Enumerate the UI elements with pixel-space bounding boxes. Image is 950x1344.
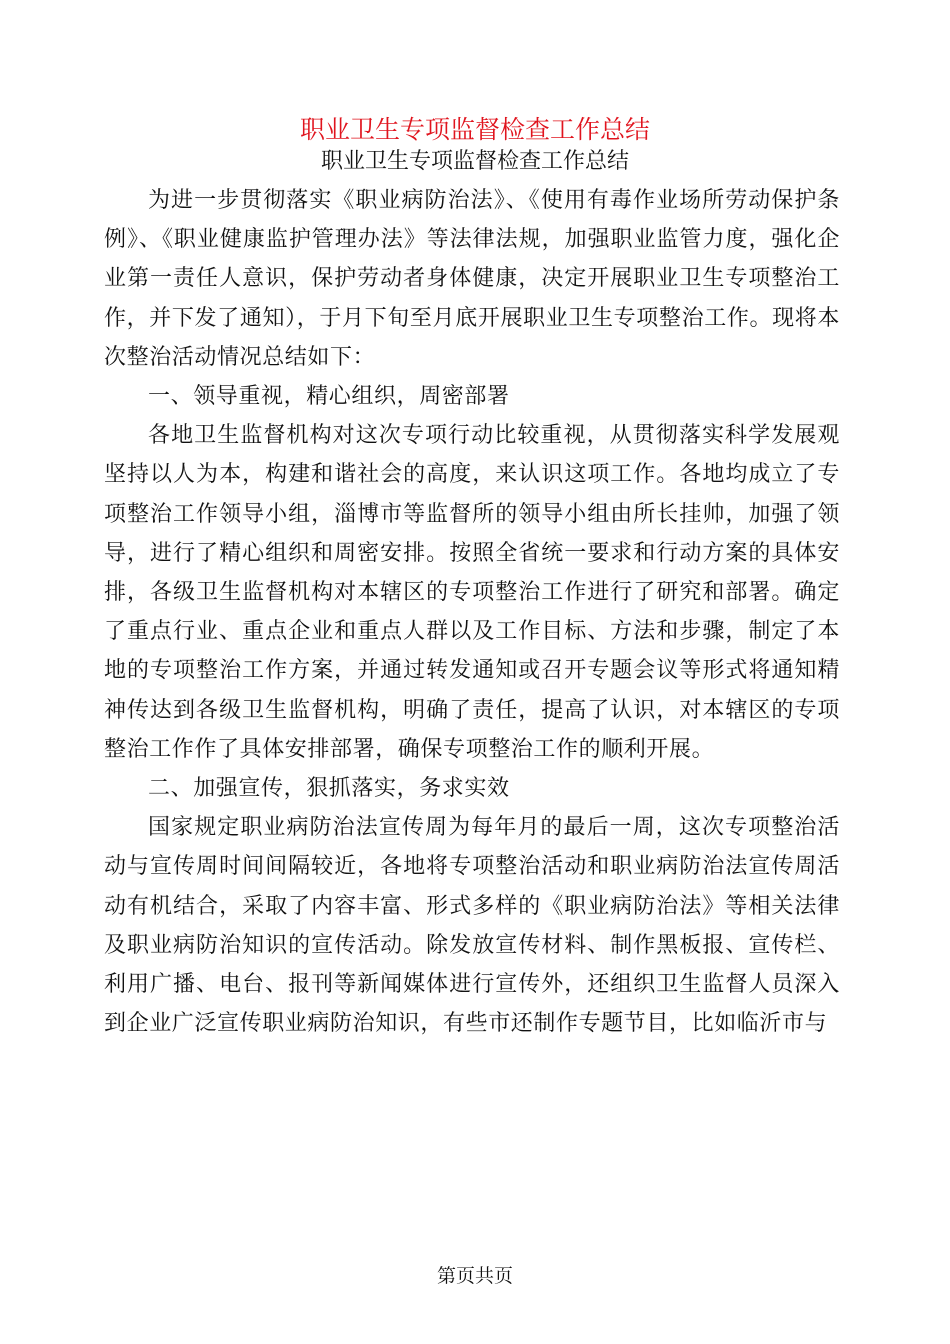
document-body bbox=[104, 181, 840, 1043]
document-subtitle: 职业卫生专项监督检查工作总结 bbox=[320, 149, 629, 174]
document-title: 职业卫生专项监督检查工作总结 bbox=[299, 115, 650, 144]
intro-paragraph: 为进一步贯彻落实《职业病防治法》、《使用有毒作业场所劳动保护条例》、《职业健康监护管理办法》等法律法规，加强职业监管力度，强化企业第一责任人意识，保护劳动者身体健康，决定开展职业卫生专项整治工作，并下发了通知），于月下旬至月底开展职业卫生专项整治工作。现将本次整治活动情况总结如下： bbox=[104, 188, 840, 370]
section-1-paragraph: 各地卫生监督机构对这次专项行动比较重视，从贯彻落实科学发展观坚持以人为本，构建和谐社会的高度，来认识这项工作。各地均成立了专项整治工作领导小组，淄博市等监督所的领导小组由所长挂帅，加强了领导，进行了精心组织和周密安排。按照全省统一要求和行动方案的具体安排，各级卫生监督机构对本辖区的专项整治工作进行了研究和部署。确定了重点行业、重点企业和重点人群以及工作目标、方法和步骤，制定了本地的专项整治工作方案，并通过转发通知或召开专题会议等形式将通知精神传达到各级卫生监督机构，明确了责任，提高了认识，对本辖区的专项整治工作作了具体安排部署，确保专项整治工作的顺利开展。 bbox=[104, 423, 840, 762]
section-2-paragraph: 国家规定职业病防治法宣传周为每年月的最后一周，这次专项整治活动与宣传周时间间隔较近，各地将专项整治活动和职业病防治法宣传周活动有机结合，采取了内容丰富、形式多样的《职业病防治法》等相关法律及职业病防治知识的宣传活动。除发放宣传材料、制作黑板报、宣传栏、利用广播、电台、报刊等新闻媒体进行宣传外，还组织卫生监督人员深入到企业广泛宣传职业病防治知识，有些市还制作专题节目，比如临沂市与 bbox=[104, 815, 840, 1037]
section-heading-1: 一、领导重视，精心组织，周密部署 bbox=[148, 384, 510, 410]
section-heading-2: 二、加强宣传，狠抓落实，务求实效 bbox=[148, 776, 510, 802]
page-footer: 第页共页 bbox=[436, 1265, 513, 1287]
